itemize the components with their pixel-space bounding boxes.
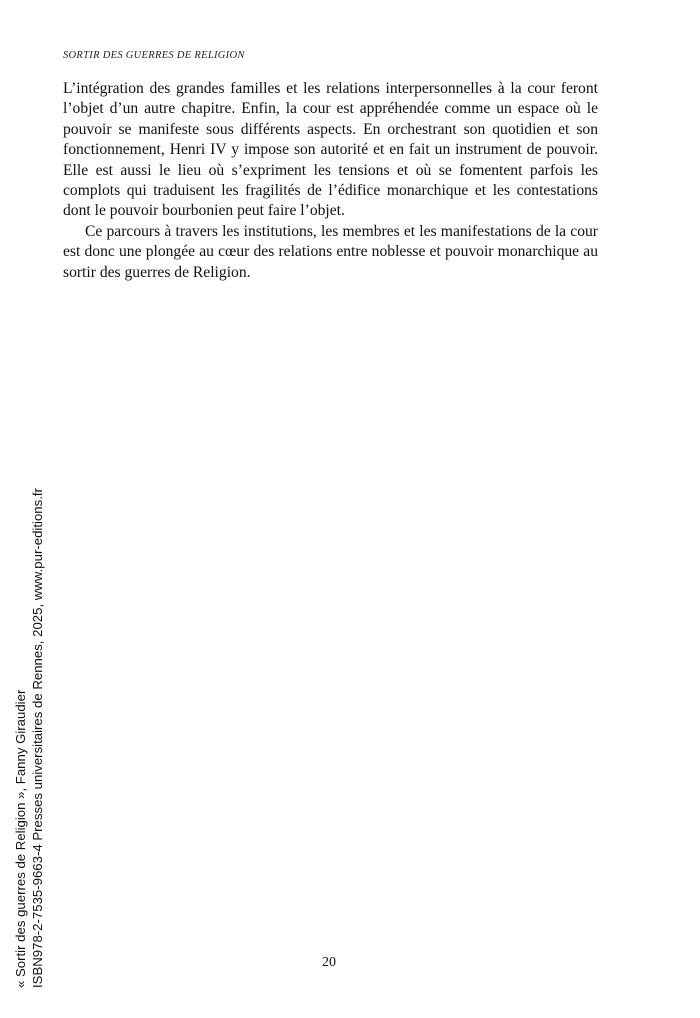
credit-line-title: « Sortir des guerres de Religion », Fanny Giraudier xyxy=(13,689,28,988)
paragraph-1: L’intégration des grandes familles et les relations interpersonnelles à la cour feront l’objet d’un autre chapitre. Enfin, la cour est appréhendée comme un espace où le pouvoir se manifeste sous différents aspects. En orchestrant son quotidien et son fonctionnement, Henri IV y impose son autorité et en fait un instrument de pouvoir. Elle est aussi le lieu où s’expriment les tensions et où se fomentent parfois les complots qui traduisent les fragilités de l’édifice monarchique et les contestations dont le pouvoir bourbonien peut faire l’objet. xyxy=(63,80,598,220)
running-header: SORTIR DES GUERRES DE RELIGION xyxy=(63,50,245,61)
credit-line-isbn: ISBN978-2-7535-9663-4 Presses universitaires de Rennes, 2025, www.pur-editions.fr xyxy=(30,488,45,988)
paragraph-2: Ce parcours à travers les institutions, les membres et les manifestations de la cour est donc une plongée au cœur des relations entre noblesse et pouvoir monarchique au sortir des guerres de Religion. xyxy=(63,222,598,281)
body-text xyxy=(63,79,598,283)
page-number: 20 xyxy=(322,955,336,970)
side-credit xyxy=(12,468,46,988)
